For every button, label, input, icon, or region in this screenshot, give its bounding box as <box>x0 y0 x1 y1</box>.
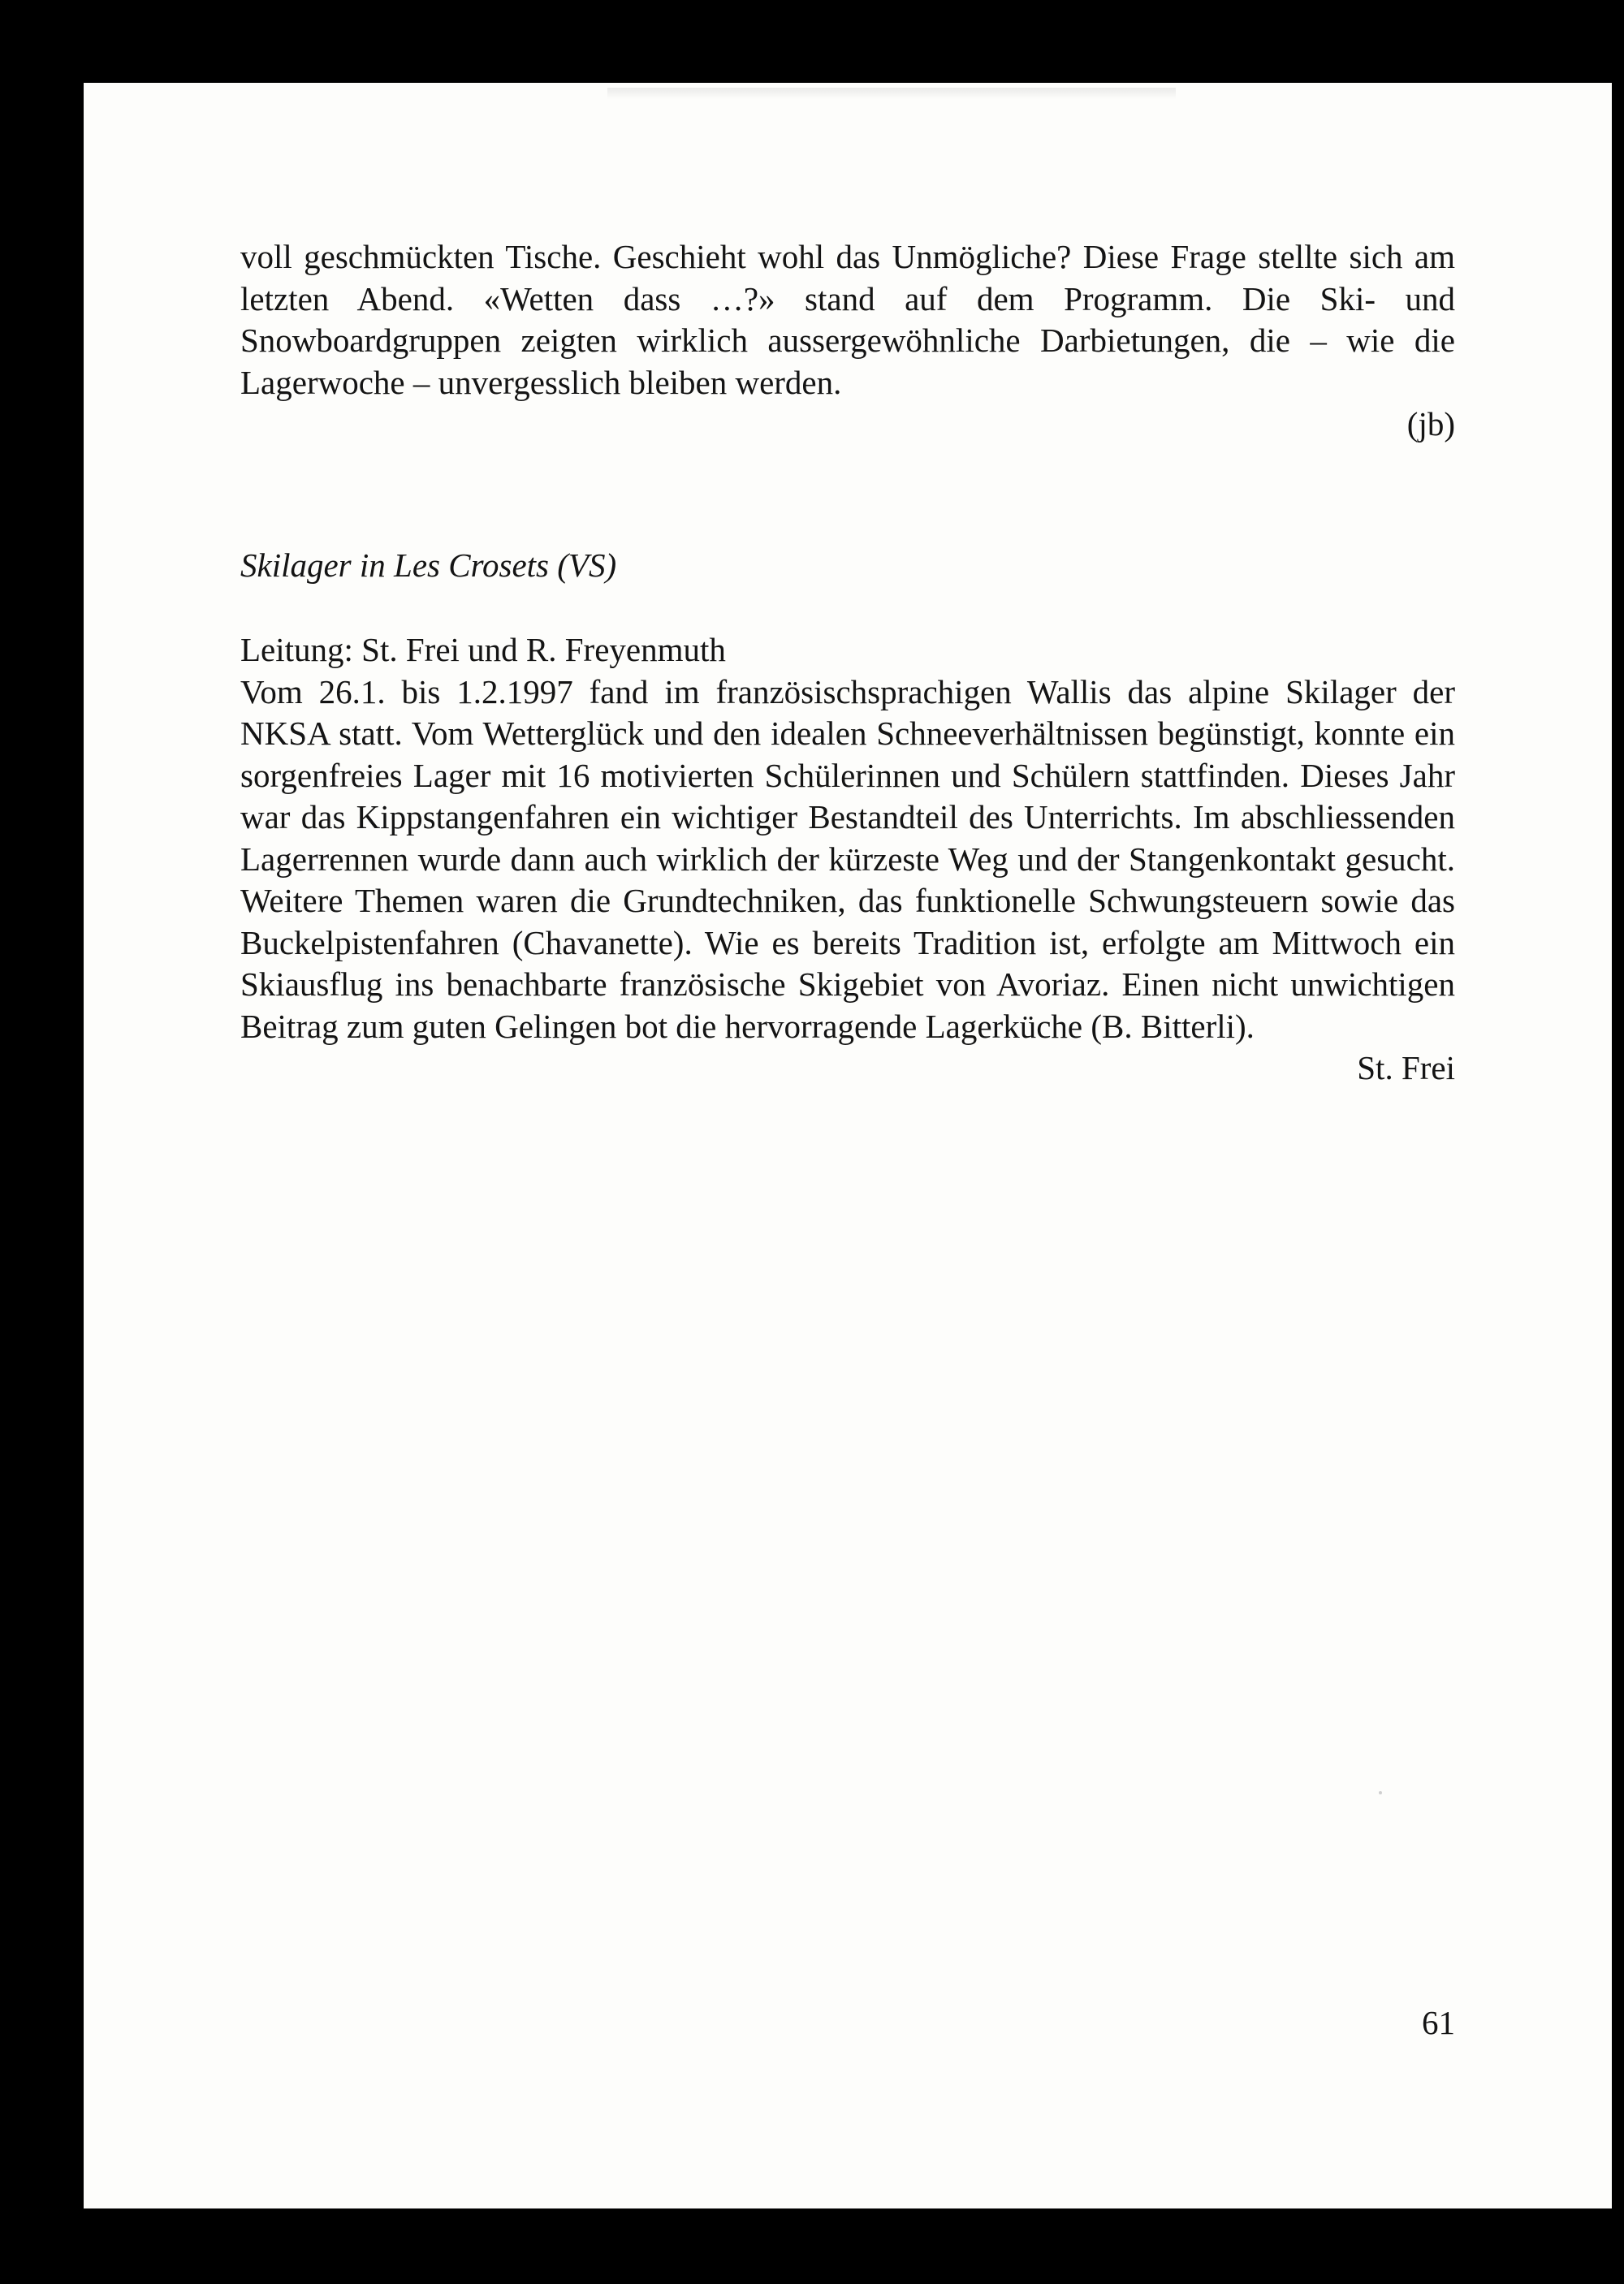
bleed-through-shadow <box>607 88 1176 99</box>
article-2-signature: St. Frei <box>1357 1049 1455 1086</box>
article-2-leitung: Leitung: St. Frei und R. Freyenmuth <box>240 631 726 668</box>
article-1-signature: (jb) <box>1406 405 1455 443</box>
page-number: 61 <box>1422 2004 1455 2041</box>
document-page <box>84 83 1612 2208</box>
article-2-paragraph: Vom 26.1. bis 1.2.1997 fand im französischsprachigen Wallis das alpine Skilager der NKSA statt. Vom Wetterglück und den idealen Schneeverhältnissen begünstigt, konnte ein sorgenfreies Lager mit 16 motivierten Schülerinnen und Schülern stattfinden. Dieses Jahr war das Kippstangenfahren ein wichtiger Bestandteil des Unterrichts. Im abschliessenden Lagerrennen wurde dann auch wirklich der kürzeste Weg und der Stangenkontakt gesucht. Weitere Themen waren die Grundtechniken, das funktionelle Schwungsteuern sowie das Buckelpistenfahren (Chavanette). Wie es bereits Tradition ist, erfolgte am Mittwoch ein Skiausflug ins benachbarte französische Skigebiet von Avoriaz. Einen nicht unwichtigen Beitrag zum guten Gelingen bot die hervorragende Lagerküche (B. Bitterli). <box>240 672 1455 1045</box>
article-1-paragraph: voll geschmückten Tische. Geschieht wohl das Unmögliche? Diese Frage stellte sich am letzten Abend. «Wetten dass …?» stand auf dem Programm. Die Ski- und Snowboardgruppen zeigten wirklich aussergewöhnliche Darbietungen, die – wie die Lagerwoche – unvergesslich bleiben werden. <box>240 238 1455 401</box>
article-2 <box>240 629 1455 1090</box>
article-2-heading: Skilager in Les Crosets (VS) <box>240 546 617 584</box>
article-2-header <box>240 545 1455 587</box>
article-1 <box>240 236 1455 446</box>
scan-speck <box>1379 1791 1382 1794</box>
